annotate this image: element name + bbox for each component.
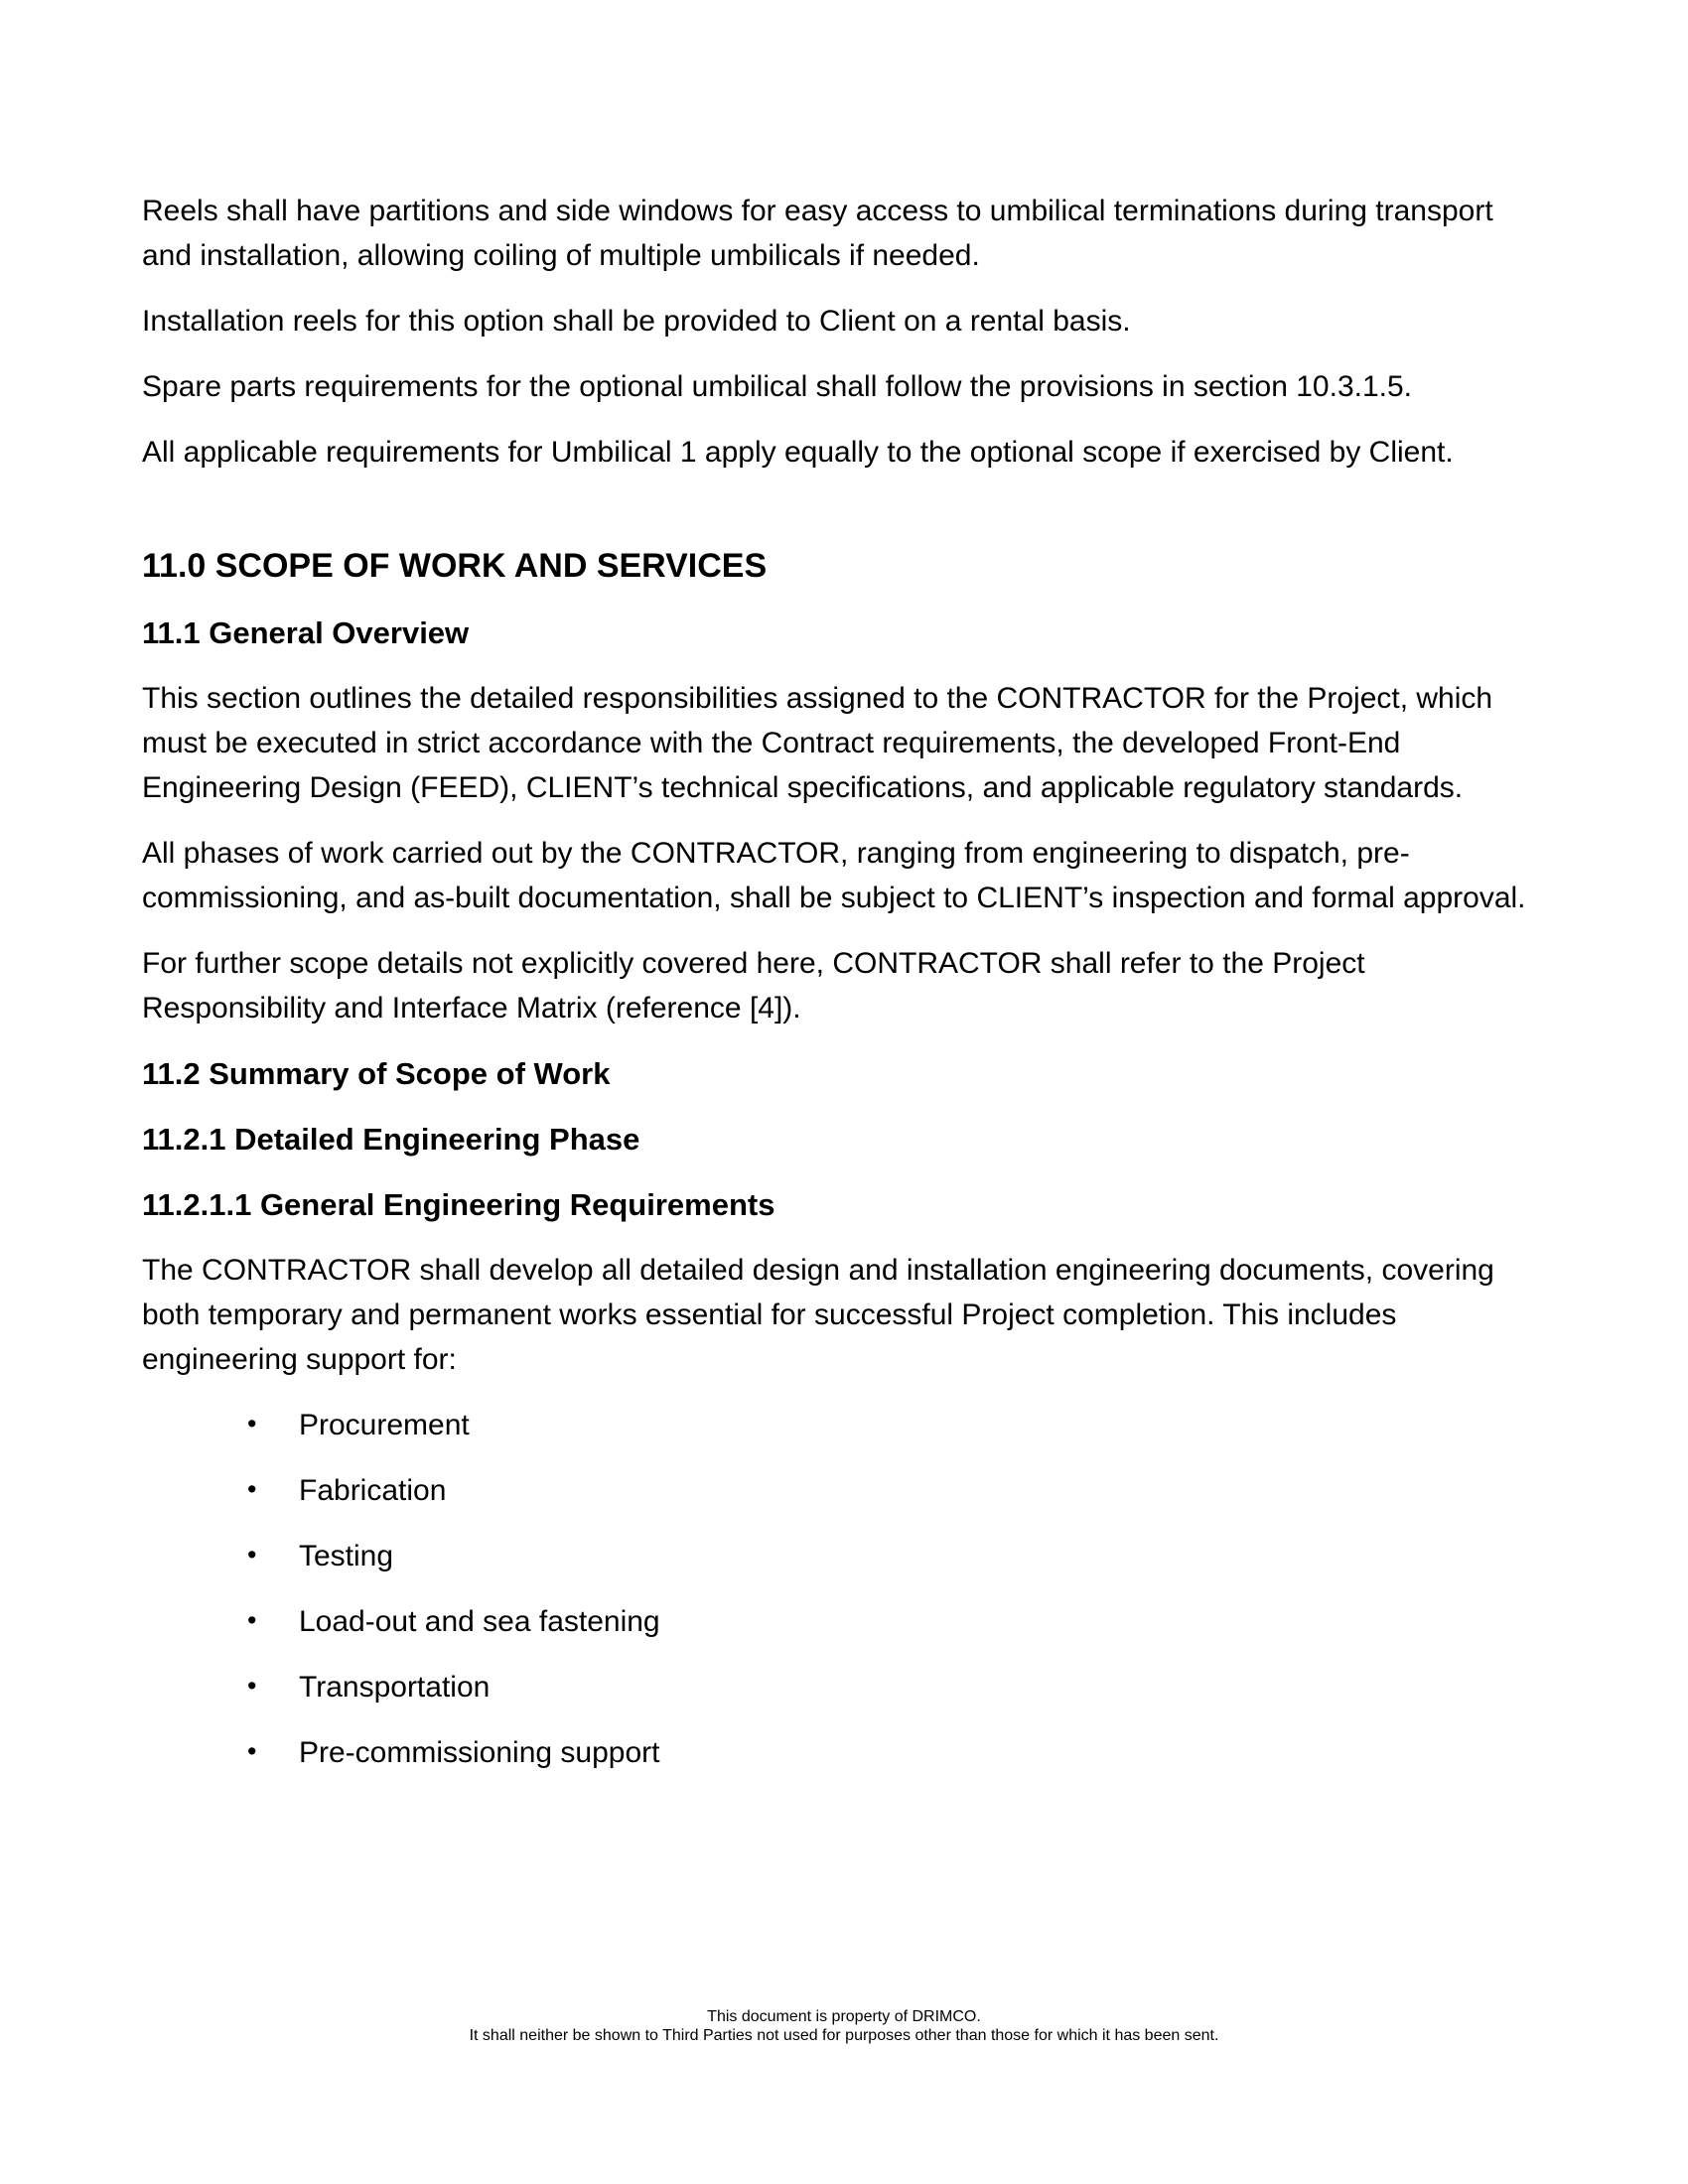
heading-11-2-1-1-general-engineering: 11.2.1.1 General Engineering Requirements <box>142 1187 775 1222</box>
list-item-procurement: • Procurement <box>142 1403 1532 1447</box>
paragraph-installation-reels: Installation reels for this option shall be provided to Client on a rental basis. <box>142 305 1131 338</box>
paragraph-all-phases: All phases of work carried out by the CONTRACTOR, ranging from engineering to dispatch, pre-commissioning, and as-built documentation, shall be subject to CLIENT’s inspection and formal approval. <box>142 837 1526 914</box>
heading-11-2-1-detailed-engineering: 11.2.1 Detailed Engineering Phase <box>142 1122 640 1157</box>
footer-property-line: This document is property of DRIMCO. <box>707 2008 981 2025</box>
heading-11-2-summary: 11.2 Summary of Scope of Work <box>142 1056 611 1091</box>
heading-11-0-scope-of-work: 11.0 SCOPE OF WORK AND SERVICES <box>142 547 768 585</box>
paragraph-section-outlines: This section outlines the detailed responsibilities assigned to the CONTRACTOR for the Project, which must be executed in strict accordance with the Contract requirements, the developed Front-End Engineering Design (FEED), CLIENT’s technical specifications, and applicable regulatory standards. <box>142 682 1493 804</box>
footer-disclaimer-line: It shall neither be shown to Third Parties not used for purposes other than those for which it has been sent. <box>469 2027 1219 2044</box>
engineering-support-list <box>142 1403 1532 1775</box>
list-item-fabrication: • Fabrication <box>142 1468 1532 1513</box>
paragraph-spare-parts: Spare parts requirements for the optional umbilical shall follow the provisions in section 10.3.1.5. <box>142 370 1413 403</box>
list-item-precommissioning: • Pre-commissioning support <box>142 1730 1532 1775</box>
paragraph-further-scope: For further scope details not explicitly covered here, CONTRACTOR shall refer to the Project Responsibility and Interface Matrix (reference [4]). <box>142 947 1365 1024</box>
paragraph-applicable-requirements: All applicable requirements for Umbilical 1 apply equally to the optional scope if exercised by Client. <box>142 436 1454 469</box>
paragraph-reels: Reels shall have partitions and side windows for easy access to umbilical terminations during transport and installation, allowing coiling of multiple umbilicals if needed. <box>142 195 1493 272</box>
heading-11-1-general-overview: 11.1 General Overview <box>142 615 470 650</box>
list-item-transportation: • Transportation <box>142 1665 1532 1709</box>
list-item-testing: • Testing <box>142 1534 1532 1578</box>
list-item-loadout-seafastening: • Load-out and sea fastening <box>142 1599 1532 1644</box>
page-footer <box>0 2007 1688 2045</box>
paragraph-contractor-develop: The CONTRACTOR shall develop all detailed design and installation engineering documents, covering both temporary and permanent works essential for successful Project completion. This includes engineering support for: <box>142 1254 1494 1376</box>
document-content <box>142 189 1532 1796</box>
